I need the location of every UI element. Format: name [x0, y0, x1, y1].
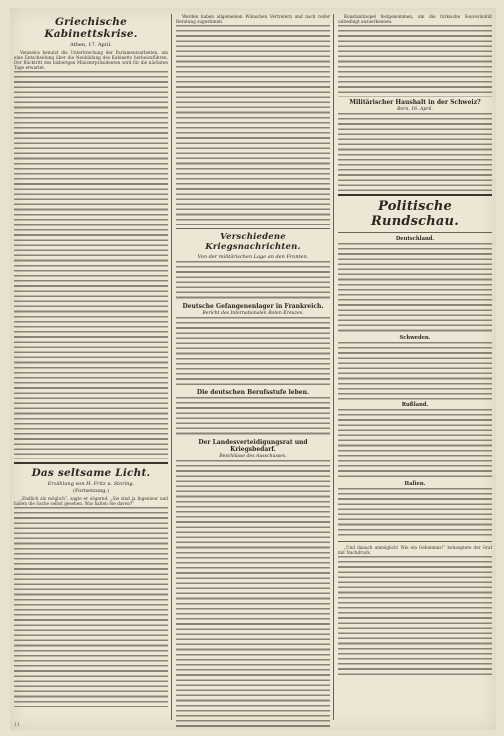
newspaper-page [10, 8, 496, 730]
feuilleton-lead: „Endlich als möglich“, sagte er zögernd. „Sie sind ja Ingenieur und haben die Sache selbst gesehen. Was halten Sie davon?“ [14, 496, 168, 507]
section-divider [338, 541, 492, 542]
section-divider [338, 194, 492, 196]
section-divider [176, 228, 330, 229]
column-2 [176, 14, 330, 730]
subhead-schweden: Schweden. [399, 335, 431, 342]
item-subtitle: Bern, 16. April. [397, 107, 433, 113]
item-body-text [176, 317, 330, 387]
article-heading-kabinettskrise: Griechische Kabinettskrise. [44, 16, 138, 40]
section-body-text [338, 488, 492, 538]
item-body-text [338, 113, 492, 191]
article-body-text [14, 71, 168, 459]
feuilleton-body-text [14, 507, 168, 707]
column-rule-1 [171, 14, 172, 720]
column-3-body-text [338, 25, 492, 97]
section-body-text [176, 261, 330, 301]
item-heading-berufsstufe: Die deutschen Berufsstufe leben. [196, 389, 310, 397]
section-heading-politische-rundschau: Politische Rundschau. [371, 199, 459, 230]
item-body-text [176, 397, 330, 437]
subhead-russland: Rußland. [401, 402, 429, 409]
column-rule-2 [333, 14, 334, 720]
column-3-feuilleton-text [338, 556, 492, 676]
column-1 [14, 14, 168, 709]
item-heading-landesverteidigungsrat: Der Landesverteidigungsrat und Kriegsbedarf. [198, 439, 308, 454]
item-body-text [176, 460, 330, 730]
column-3-lead: Konstantinopel festgenommen, um die türkische Souveränität unbedingt anzuerkennen. [338, 14, 492, 25]
item-heading-schweiz: Militärischer Haushalt in der Schweiz? [349, 99, 481, 107]
section-heading-kriegsnachrichten: Verschiedene Kriegsnachrichten. [205, 232, 301, 253]
subhead-italien: Italien. [404, 481, 426, 488]
page-number: 11 [14, 723, 20, 728]
feuilleton-subtitle: Erzählung von H. Fritz u. Storing. [47, 481, 135, 488]
item-subtitle: Bericht des Internationalen Roten Kreuzes. [202, 311, 304, 317]
section-body-text [338, 409, 492, 479]
column-2-lead: Werden haben allgemeinen Wünschen Vertretern und nach reifer Beratung zugestimmt. [176, 14, 330, 25]
column-3 [338, 14, 492, 678]
section-body-text [338, 342, 492, 400]
feuilleton-heading: Das seltsame Licht. [31, 467, 151, 480]
article-lead: Venizelos benutzt die Unterbrechung der Parlamentsarbeiten, um eine Entscheidung über die Neubildung des Kabinetts herbeizuführen. Der Rücktritt des bisherigen Ministerpräsidenten wird für die nächsten Tage erwartet. [14, 50, 168, 71]
feuilleton-meta: (Fortsetzung.) [73, 488, 109, 495]
subhead-deutschland: Deutschland. [395, 236, 435, 243]
dateline: Athen, 17. April. [70, 42, 112, 48]
item-subtitle: Beschlüsse des Ausschusses. [219, 454, 287, 460]
item-heading-gefangenenlager: Deutsche Gefangenenlager in Frankreich. [182, 303, 324, 311]
section-body-text [338, 243, 492, 333]
section-divider [338, 232, 492, 233]
feuilleton-divider [14, 462, 168, 464]
column-3-feuilleton-lead: „Und danach unmöglich! Wie ein Geheimnis!“ behauptete der Graf mit Nachdruck. [338, 545, 492, 556]
section-subtitle: Von der militärischen Lage an den Fronten. [197, 254, 309, 261]
column-2-body-text [176, 25, 330, 225]
